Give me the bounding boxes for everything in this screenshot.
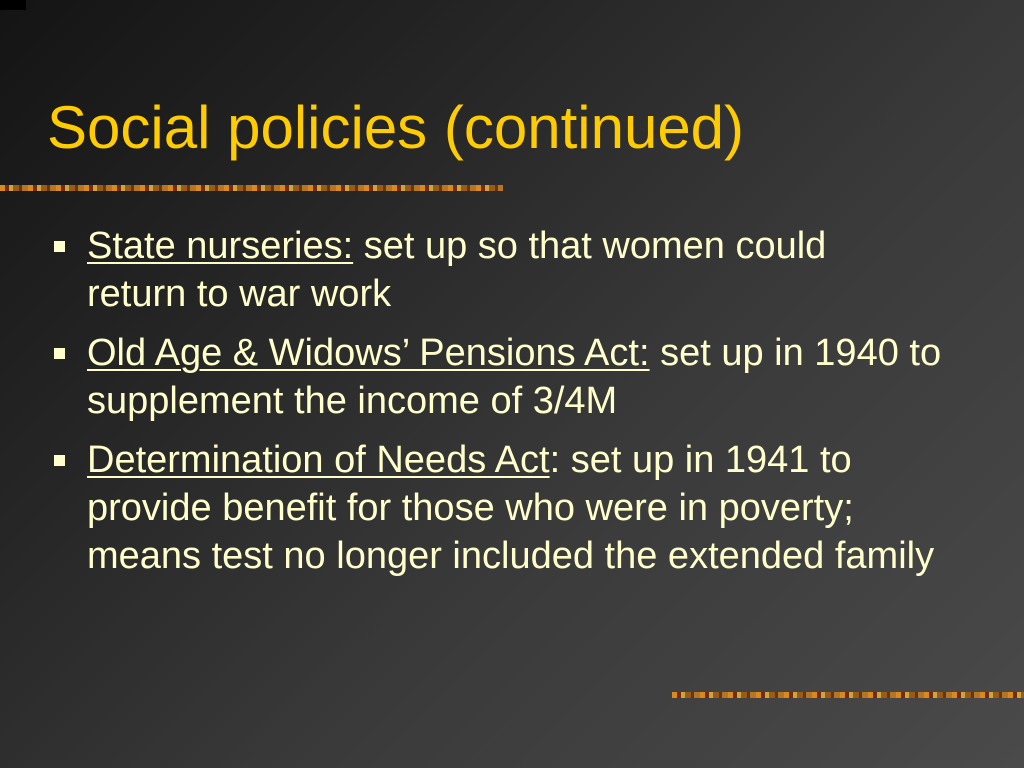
slide-title: Social policies (continued): [47, 94, 745, 161]
bullet-text: : set up in 1941 to provide benefit for those who were in poverty; means test no longer included the extended family: [87, 439, 935, 577]
title-divider-rule: [0, 185, 503, 191]
square-bullet-icon: [54, 241, 65, 252]
corner-mark: [0, 0, 26, 10]
bullet-text: set up so that women could return to war work: [87, 225, 827, 315]
bullet-item-pensions-act: [46, 329, 947, 425]
bullet-term: State nurseries:: [87, 225, 354, 267]
bullet-list: [46, 222, 966, 591]
bullet-item-needs-act: [46, 436, 967, 580]
bullet-term: Old Age & Widows’ Pensions Act:: [87, 332, 650, 374]
square-bullet-icon: [54, 348, 65, 359]
bullet-text: set up in 1940 to supplement the income of 3/4M: [87, 332, 942, 422]
bullet-term: Determination of Needs Act: [87, 439, 550, 481]
footer-divider-rule: [672, 692, 1024, 698]
bullet-item-state-nurseries: [46, 222, 867, 318]
square-bullet-icon: [54, 455, 65, 466]
